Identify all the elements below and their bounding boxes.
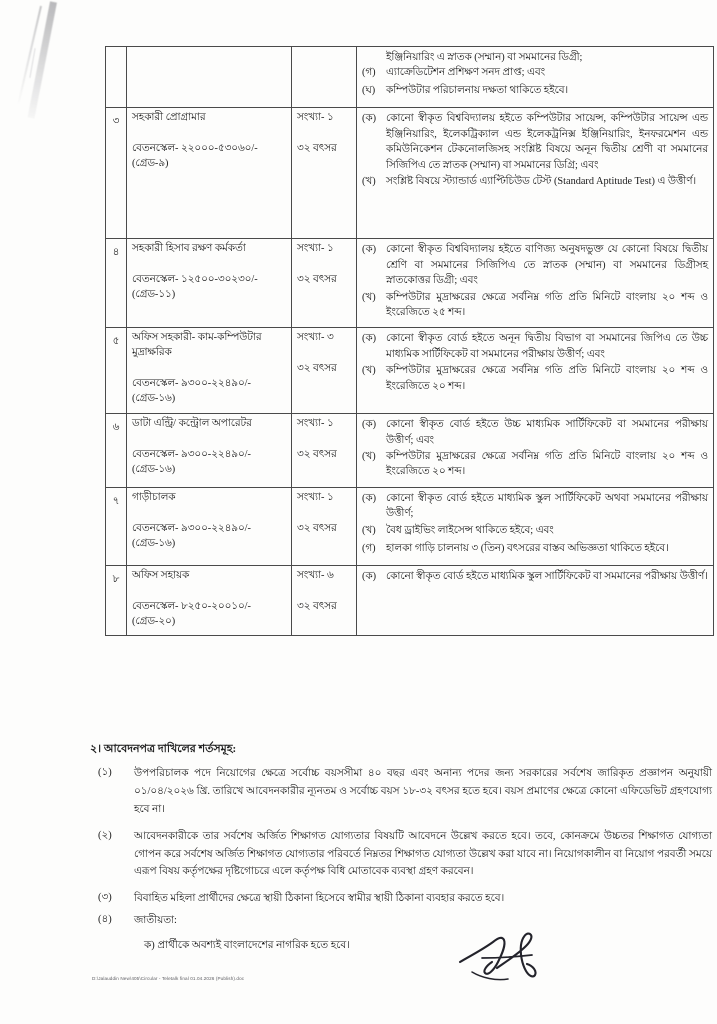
qualification-marker: (ক) [362, 570, 377, 582]
table-row [106, 239, 714, 328]
qualification-item [362, 331, 708, 362]
cell-qualifications [357, 414, 714, 488]
post-grade: (গ্রেড-৯) [132, 158, 169, 170]
post-pay-scale: বেতনস্কেল- ১২৫০০-৩০২৩০/- [132, 274, 258, 286]
condition-number: (২) [98, 829, 112, 841]
cell-qualifications [357, 328, 714, 414]
condition-text: উপপরিচালক পদে নিয়োগের ক্ষেত্রে সর্বোচ্চ বয়সসীমা ৪০ বছর এবং অনান্য পদের জন্য সরকারের সর্বশেষ জারিকৃত প্রজ্ঞাপন অনুযায়ী ০১/০৪/২০২৬ খ্রি. তারিখে আবেদনকারীর ন্যূনতম ও সর্বোচ্চ বয়স ১৮-৩২ বৎসর হতে হবে। বয়স প্রমাণের ক্ষেত্রে কোনো এফিডেভিট গ্রহণযোগ্য হবে না। [134, 768, 712, 815]
condition-text: জাতীয়তা: [134, 915, 177, 927]
post-title: অফিস সহকারী- কাম-কম্পিউটার মুদ্রাক্ষরিক [132, 332, 262, 359]
post-vacancy-count: সংখ্যা- ১ [297, 491, 334, 503]
post-pay-scale: বেতনস্কেল- ৯৩০০-২২৪৯০/- [132, 522, 251, 534]
scan-artifact [28, 2, 88, 122]
qualification-text: কম্পিউটার মুদ্রাক্ষরের ক্ষেত্রে সর্বনিম্ন গতি প্রতি মিনিটে বাংলায় ২০ শব্দ ও ইংরেজিতে ২০ শব্দ। [386, 450, 708, 478]
post-grade: (গ্রেড-১৬) [132, 463, 176, 475]
qualification-item [362, 83, 708, 100]
cell-post [127, 487, 292, 565]
cell-post [127, 108, 292, 239]
qualification-text: কম্পিউটার মুদ্রাক্ষরের ক্ষেত্রে সর্বনিম্ন গতি প্রতি মিনিটে বাংলায় ২০ শব্দ ও ইংরেজিতে ২৫ শব্দ। [386, 291, 708, 318]
footer-file-path: D:\Jalauddin New\405\Circular - Teletalk final 01.04.2026 (Publish).doc [92, 976, 245, 981]
conditions-heading: ২। আবেদনপত্র দাখিলের শর্তসমূহ: [90, 743, 237, 755]
qualification-text: এ্যাক্রেডিটেশন প্রশিক্ষণ সনদ প্রাপ্ত; এবং [386, 67, 546, 79]
table-row-continuation [106, 47, 714, 108]
cell-qualifications [357, 487, 714, 565]
qualification-item [362, 65, 708, 82]
post-vacancy-count: সংখ্যা- ১ [297, 112, 334, 124]
cell-count-age [292, 328, 357, 414]
qualification-marker: (ক) [362, 492, 377, 504]
post-title: ডাটা এন্ট্রি/ কন্ট্রোল অপারেটর [132, 418, 252, 430]
conditions-section [90, 740, 712, 955]
condition-number: (৩) [98, 892, 112, 904]
post-vacancy-count: সংখ্যা- ৩ [297, 332, 334, 344]
condition-item [90, 912, 712, 930]
qualification-marker: (ঘ) [362, 85, 376, 97]
qualification-text: কোনো স্বীকৃত বোর্ড হইতে মাধ্যমিক স্কুল সার্টিফিকেট বা সমমানের পরীক্ষায় উত্তীর্ণ। [386, 570, 708, 582]
condition-number: (১) [98, 767, 112, 778]
cell-qualifications [357, 239, 714, 328]
cell-post [127, 414, 292, 488]
table-row [106, 328, 714, 414]
qualification-text: কোনো স্বীকৃত বোর্ড হইতে মাধ্যমিক স্কুল সার্টিফিকেট অথবা সমমানের পরীক্ষায় উত্তীর্ণ; [386, 492, 708, 520]
posts-table-container [105, 46, 713, 636]
post-age-limit: ৩২ বৎসর [297, 363, 337, 375]
qualification-text: কোনো স্বীকৃত বোর্ড হইতে অনূন দ্বিতীয় বিভাগ বা সমমানের জিপিএ তে উচ্চ মাধ্যমিক সার্টিফিকেট বা সমমানের পরীক্ষায় উত্তীর্ণ; এবং [386, 333, 708, 360]
post-age-limit: ৩২ বৎসর [297, 274, 337, 286]
cell-qualifications [357, 108, 714, 239]
post-age-limit: ৩২ বৎসর [297, 522, 337, 534]
qualification-text: কম্পিউটার পরিচালনায় দক্ষতা থাকিতে হইবে। [386, 85, 569, 97]
post-title: অফিস সহায়ক [132, 569, 190, 581]
cell-serial: ৭ [106, 487, 127, 565]
qualification-marker: (খ) [362, 176, 376, 188]
condition-text: বিবাহিত মহিলা প্রার্থীদের ক্ষেত্রে স্থায়ী ঠিকানা হিসেবে স্বামীর স্থায়ী ঠিকানা ব্যবহার করতে হবে। [134, 893, 505, 905]
signature-mark [452, 928, 562, 986]
qualification-marker: (খ) [362, 291, 376, 303]
qualification-marker: (খ) [362, 450, 376, 462]
qualification-marker: (খ) [362, 365, 376, 377]
post-age-limit: ৩২ বৎসর [297, 143, 337, 155]
post-pay-scale: বেতনস্কেল- ৯৩০০-২২৪৯০/- [132, 378, 251, 390]
condition-number: (৪) [98, 914, 112, 926]
qualification-text: হালকা গাড়ি চালনায় ৩ (তিন) বৎসরের বাস্তব অভিজ্ঞতা থাকিতে হইবে। [386, 542, 669, 554]
cell-count-age [292, 565, 357, 636]
posts-table [105, 46, 714, 636]
qualification-marker: (ক) [362, 244, 377, 256]
cell-serial: ৪ [106, 239, 127, 328]
cell-count-age [292, 487, 357, 565]
qualification-text: কোনো স্বীকৃত বিশ্ববিদ্যালয় হইতে কম্পিউটার সায়েন্স, কম্পিউটার সায়েন্স এন্ড ইঞ্জিনিয়ারিং, ইলেকট্রিক্যাল এন্ড ইলেকট্রনিক্স ইঞ্জিনিয়ারিং, ইনফরমেশন এন্ড কমিউনিকেশন টেকনোলজিসহ সংশ্লিষ্ট বিষয়ে অনূন দ্বিতীয় শ্রেণী বা সমমানের সিজিপিএ তে স্নাতক (সম্মান) বা সমমানের ডিগ্রি; এবং [386, 113, 708, 171]
condition-item [90, 828, 712, 882]
cell-qualifications [357, 47, 714, 108]
post-grade: (গ্রেড-২০) [132, 615, 176, 627]
cell-post [127, 328, 292, 414]
condition-item [90, 765, 712, 819]
cell-count-age [292, 47, 357, 108]
qualification-item [362, 523, 708, 540]
qualification-text: কোনো স্বীকৃত বোর্ড হইতে উচ্চ মাধ্যমিক সার্টিফিকেট বা সমমানের পরীক্ষায় উত্তীর্ণ; এবং [386, 419, 708, 446]
qualification-marker: (গ) [362, 67, 376, 79]
qualification-marker: (গ) [362, 542, 376, 554]
post-vacancy-count: সংখ্যা- ১ [297, 243, 334, 255]
condition-subitem: ক) প্রার্থীকে অবশ্যই বাংলাদেশের নাগরিক হতে হবে। [144, 940, 350, 952]
qualification-item [362, 174, 708, 191]
cell-count-age [292, 414, 357, 488]
qualification-item [362, 417, 708, 448]
cell-serial: ৬ [106, 414, 127, 488]
cell-serial: ৩ [106, 108, 127, 239]
qualification-continued: ইঞ্জিনিয়ারিং এ স্নাতক (সম্মান) বা সমমানের ডিগ্রী; [386, 52, 583, 63]
cell-post [127, 565, 292, 636]
qualification-text: কম্পিউটার মুদ্রাক্ষরের ক্ষেত্রে সর্বনিম্ন গতি প্রতি মিনিটে বাংলায় ২০ শব্দ ও ইংরেজিতে ২০ শব্দ। [386, 365, 708, 392]
qualification-text: বৈধ ড্রাইভিং লাইসেন্স থাকিতে হইবে; এবং [386, 524, 554, 536]
qualification-marker: (খ) [362, 524, 376, 536]
post-pay-scale: বেতনস্কেল- ৮২৫০-২০০১০/- [132, 600, 251, 612]
cell-serial: ৫ [106, 328, 127, 414]
qualification-item [362, 541, 708, 558]
qualification-marker: (ক) [362, 113, 377, 125]
qualification-item [362, 111, 708, 173]
post-grade: (গ্রেড-১১) [132, 289, 176, 301]
qualification-item [362, 491, 708, 522]
post-age-limit: ৩২ বৎসর [297, 600, 337, 612]
cell-post [127, 47, 292, 108]
post-vacancy-count: সংখ্যা- ১ [297, 418, 334, 430]
qualification-item [362, 569, 708, 586]
post-pay-scale: বেতনস্কেল- ৯৩০০-২২৪৯০/- [132, 448, 251, 460]
qualification-marker: (ক) [362, 419, 377, 431]
cell-count-age [292, 108, 357, 239]
post-grade: (গ্রেড-১৬) [132, 393, 176, 405]
qualification-marker: (ক) [362, 333, 377, 345]
qualification-item [362, 449, 708, 480]
cell-qualifications [357, 565, 714, 636]
table-row [106, 565, 714, 636]
condition-text: আবেদনকারীকে তার সর্বশেষ অর্জিত শিক্ষাগত যোগ্যতার বিষয়টি আবেদনে উল্লেখ করতে হবে। তবে, কোনক্রমে উচ্চতর শিক্ষাগত যোগ্যতা গোপন করে সর্বশেষ অর্জিত শিক্ষাগত যোগ্যতার পরিবর্তে নিম্নতর শিক্ষাগত যোগ্যতা উল্লেখ করা যাবে না। নিয়োগকালীন বা নিয়োগ পরবর্তী সময়ে এরূপ বিষয় কর্তৃপক্ষের দৃষ্টিগোচরে এলে কর্তৃপক্ষ বিধি মোতাবেক ব্যবস্থা গ্রহণ করবেন। [134, 830, 712, 878]
qualification-item [362, 290, 708, 321]
post-title: গাড়ীচালক [132, 491, 176, 503]
post-grade: (গ্রেড-১৬) [132, 537, 176, 549]
cell-serial: ৮ [106, 565, 127, 636]
posts-table-body [106, 47, 714, 636]
cell-post [127, 239, 292, 328]
post-pay-scale: বেতনস্কেল- ২২০০০-৫৩০৬০/- [132, 143, 258, 155]
table-row [106, 414, 714, 488]
cell-count-age [292, 239, 357, 328]
post-title: সহকারী হিসাব রক্ষণ কর্মকর্তা [132, 243, 246, 255]
condition-item [90, 890, 712, 908]
post-age-limit: ৩২ বৎসর [297, 448, 337, 460]
post-title: সহকারী প্রোগ্রামার [132, 112, 206, 124]
cell-serial [106, 47, 127, 108]
qualification-item [362, 363, 708, 394]
qualification-text: সংশ্লিষ্ট বিষয়ে স্ট্যান্ডার্ড এ্যাপ্টিচিউড টেস্ট (Standard Aptitude Test) এ উত্তীর্ণ। [386, 176, 697, 188]
qualification-text: কোনো স্বীকৃত বিশ্ববিদ্যালয় হইতে বাণিজ্য অনুষদভুক্ত যে কোনো বিষয়ে দ্বিতীয় শ্রেণি বা সমমানের সিজিপিএ তে স্নাতক (সম্মান) বা সমমানের ডিগ্রীসহ স্নাতকোত্তর ডিগ্রী; এবং [386, 244, 708, 287]
table-row [106, 108, 714, 239]
table-row [106, 487, 714, 565]
qualification-item [362, 242, 708, 288]
post-vacancy-count: সংখ্যা- ৬ [297, 569, 334, 581]
